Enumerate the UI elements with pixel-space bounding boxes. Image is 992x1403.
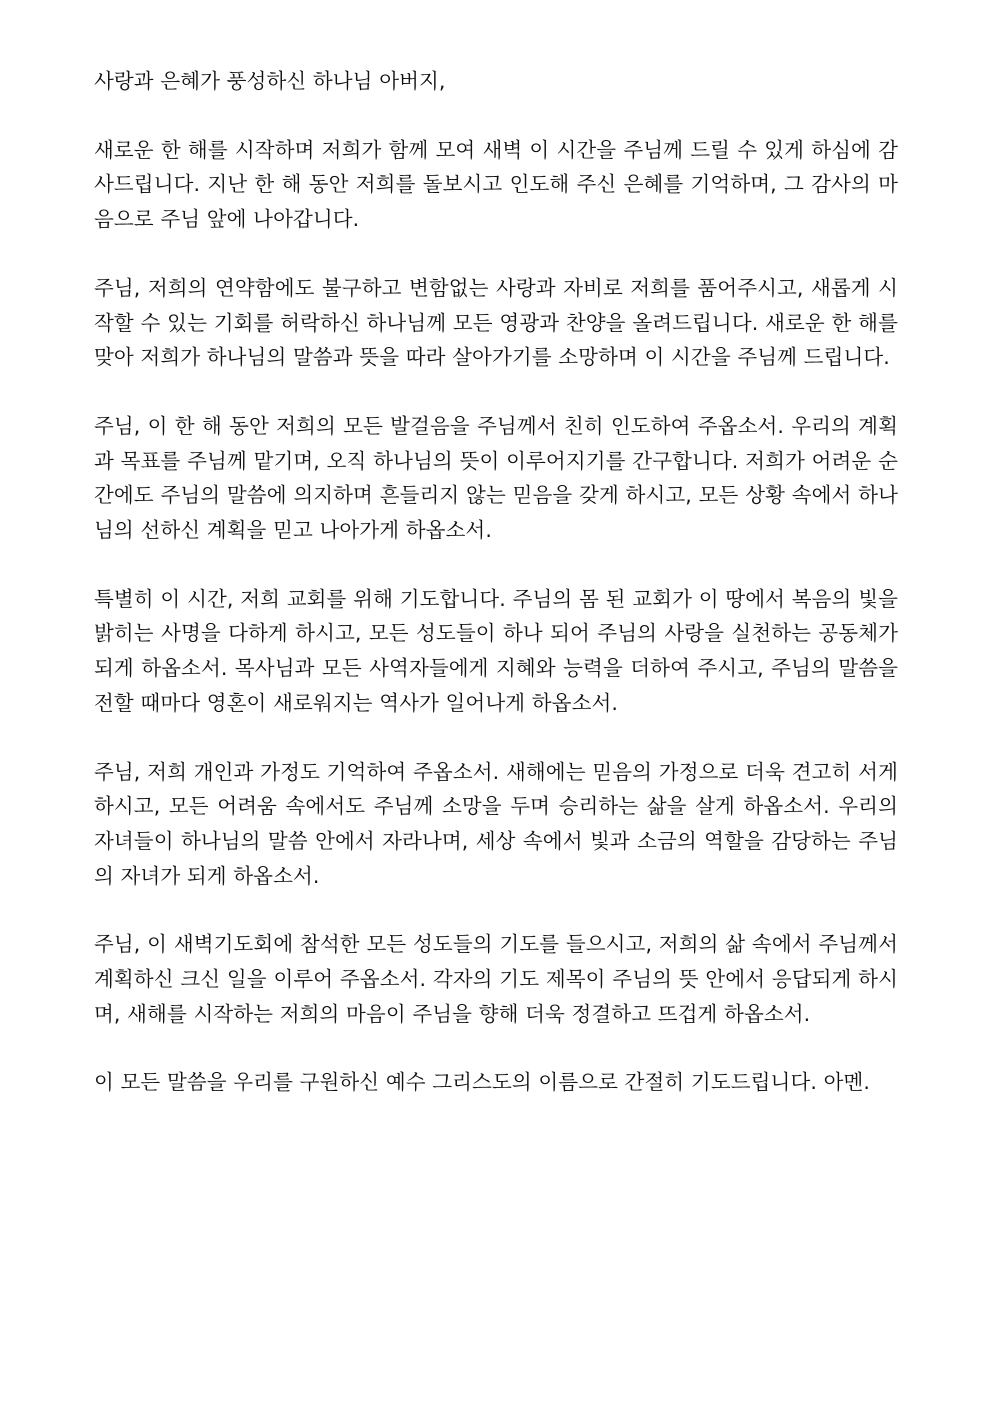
paragraph-church: 특별히 이 시간, 저희 교회를 위해 기도합니다. 주님의 몸 된 교회가 이 땅에서 복음의 빛을 밝히는 사명을 다하게 하시고, 모든 성도들이 하나 되어 주님의 사랑을 실천하는 공동체가 되게 하옵소서. 목사님과 모든 사역자들에게 지혜와 능력을 더하여 주시고, 주님의 말씀을 전할 때마다 영혼이 새로워지는 역사가 일어나게 하옵소서.	[94, 586, 898, 715]
paragraph-praise: 주님, 저희의 연약함에도 불구하고 변함없는 사랑과 자비로 저희를 품어주시고, 새롭게 시작할 수 있는 기회를 허락하신 하나님께 모든 영광과 찬양을 올려드립니다. 새로운 한 해를 맞아 저희가 하나님의 말씀과 뜻을 따라 살아가기를 소망하며 이 시간을 주님께 드립니다.	[94, 275, 898, 370]
paragraph-thanksgiving: 새로운 한 해를 시작하며 저희가 함께 모여 새벽 이 시간을 주님께 드릴 수 있게 하심에 감사드립니다. 지난 한 해 동안 저희를 돌보시고 인도해 주신 은혜를 기억하며, 그 감사의 마음으로 주님 앞에 나아갑니다.	[94, 137, 898, 232]
paragraph-family: 주님, 저희 개인과 가정도 기억하여 주옵소서. 새해에는 믿음의 가정으로 더욱 견고히 서게 하시고, 모든 어려움 속에서도 주님께 소망을 두며 승리하는 삶을 살게 하옵소서. 우리의 자녀들이 하나님의 말씀 안에서 자라나며, 세상 속에서 빛과 소금의 역할을 감당하는 주님의 자녀가 되게 하옵소서.	[94, 759, 898, 888]
paragraph-congregation: 주님, 이 새벽기도회에 참석한 모든 성도들의 기도를 들으시고, 저희의 삶 속에서 주님께서 계획하신 크신 일을 이루어 주옵소서. 각자의 기도 제목이 주님의 뜻 안에서 응답되게 하시며, 새해를 시작하는 저희의 마음이 주님을 향해 더욱 정결하고 뜨겁게 하옵소서.	[94, 932, 898, 1026]
prayer-document	[94, 64, 898, 1134]
paragraph-closing: 이 모든 말씀을 우리를 구원하신 예수 그리스도의 이름으로 간절히 기도드립니다. 아멘.	[94, 1070, 870, 1095]
paragraph-opening-address: 사랑과 은혜가 풍성하신 하나님 아버지,	[94, 69, 446, 93]
paragraph-guidance: 주님, 이 한 해 동안 저희의 모든 발걸음을 주님께서 친히 인도하여 주옵소서. 우리의 계획과 목표를 주님께 맡기며, 오직 하나님의 뜻이 이루어지기를 간구합니다. 저희가 어려운 순간에도 주님의 말씀에 의지하며 흔들리지 않는 믿음을 갖게 하시고, 모든 상황 속에서 하나님의 선하신 계획을 믿고 나아가게 하옵소서.	[94, 413, 898, 543]
